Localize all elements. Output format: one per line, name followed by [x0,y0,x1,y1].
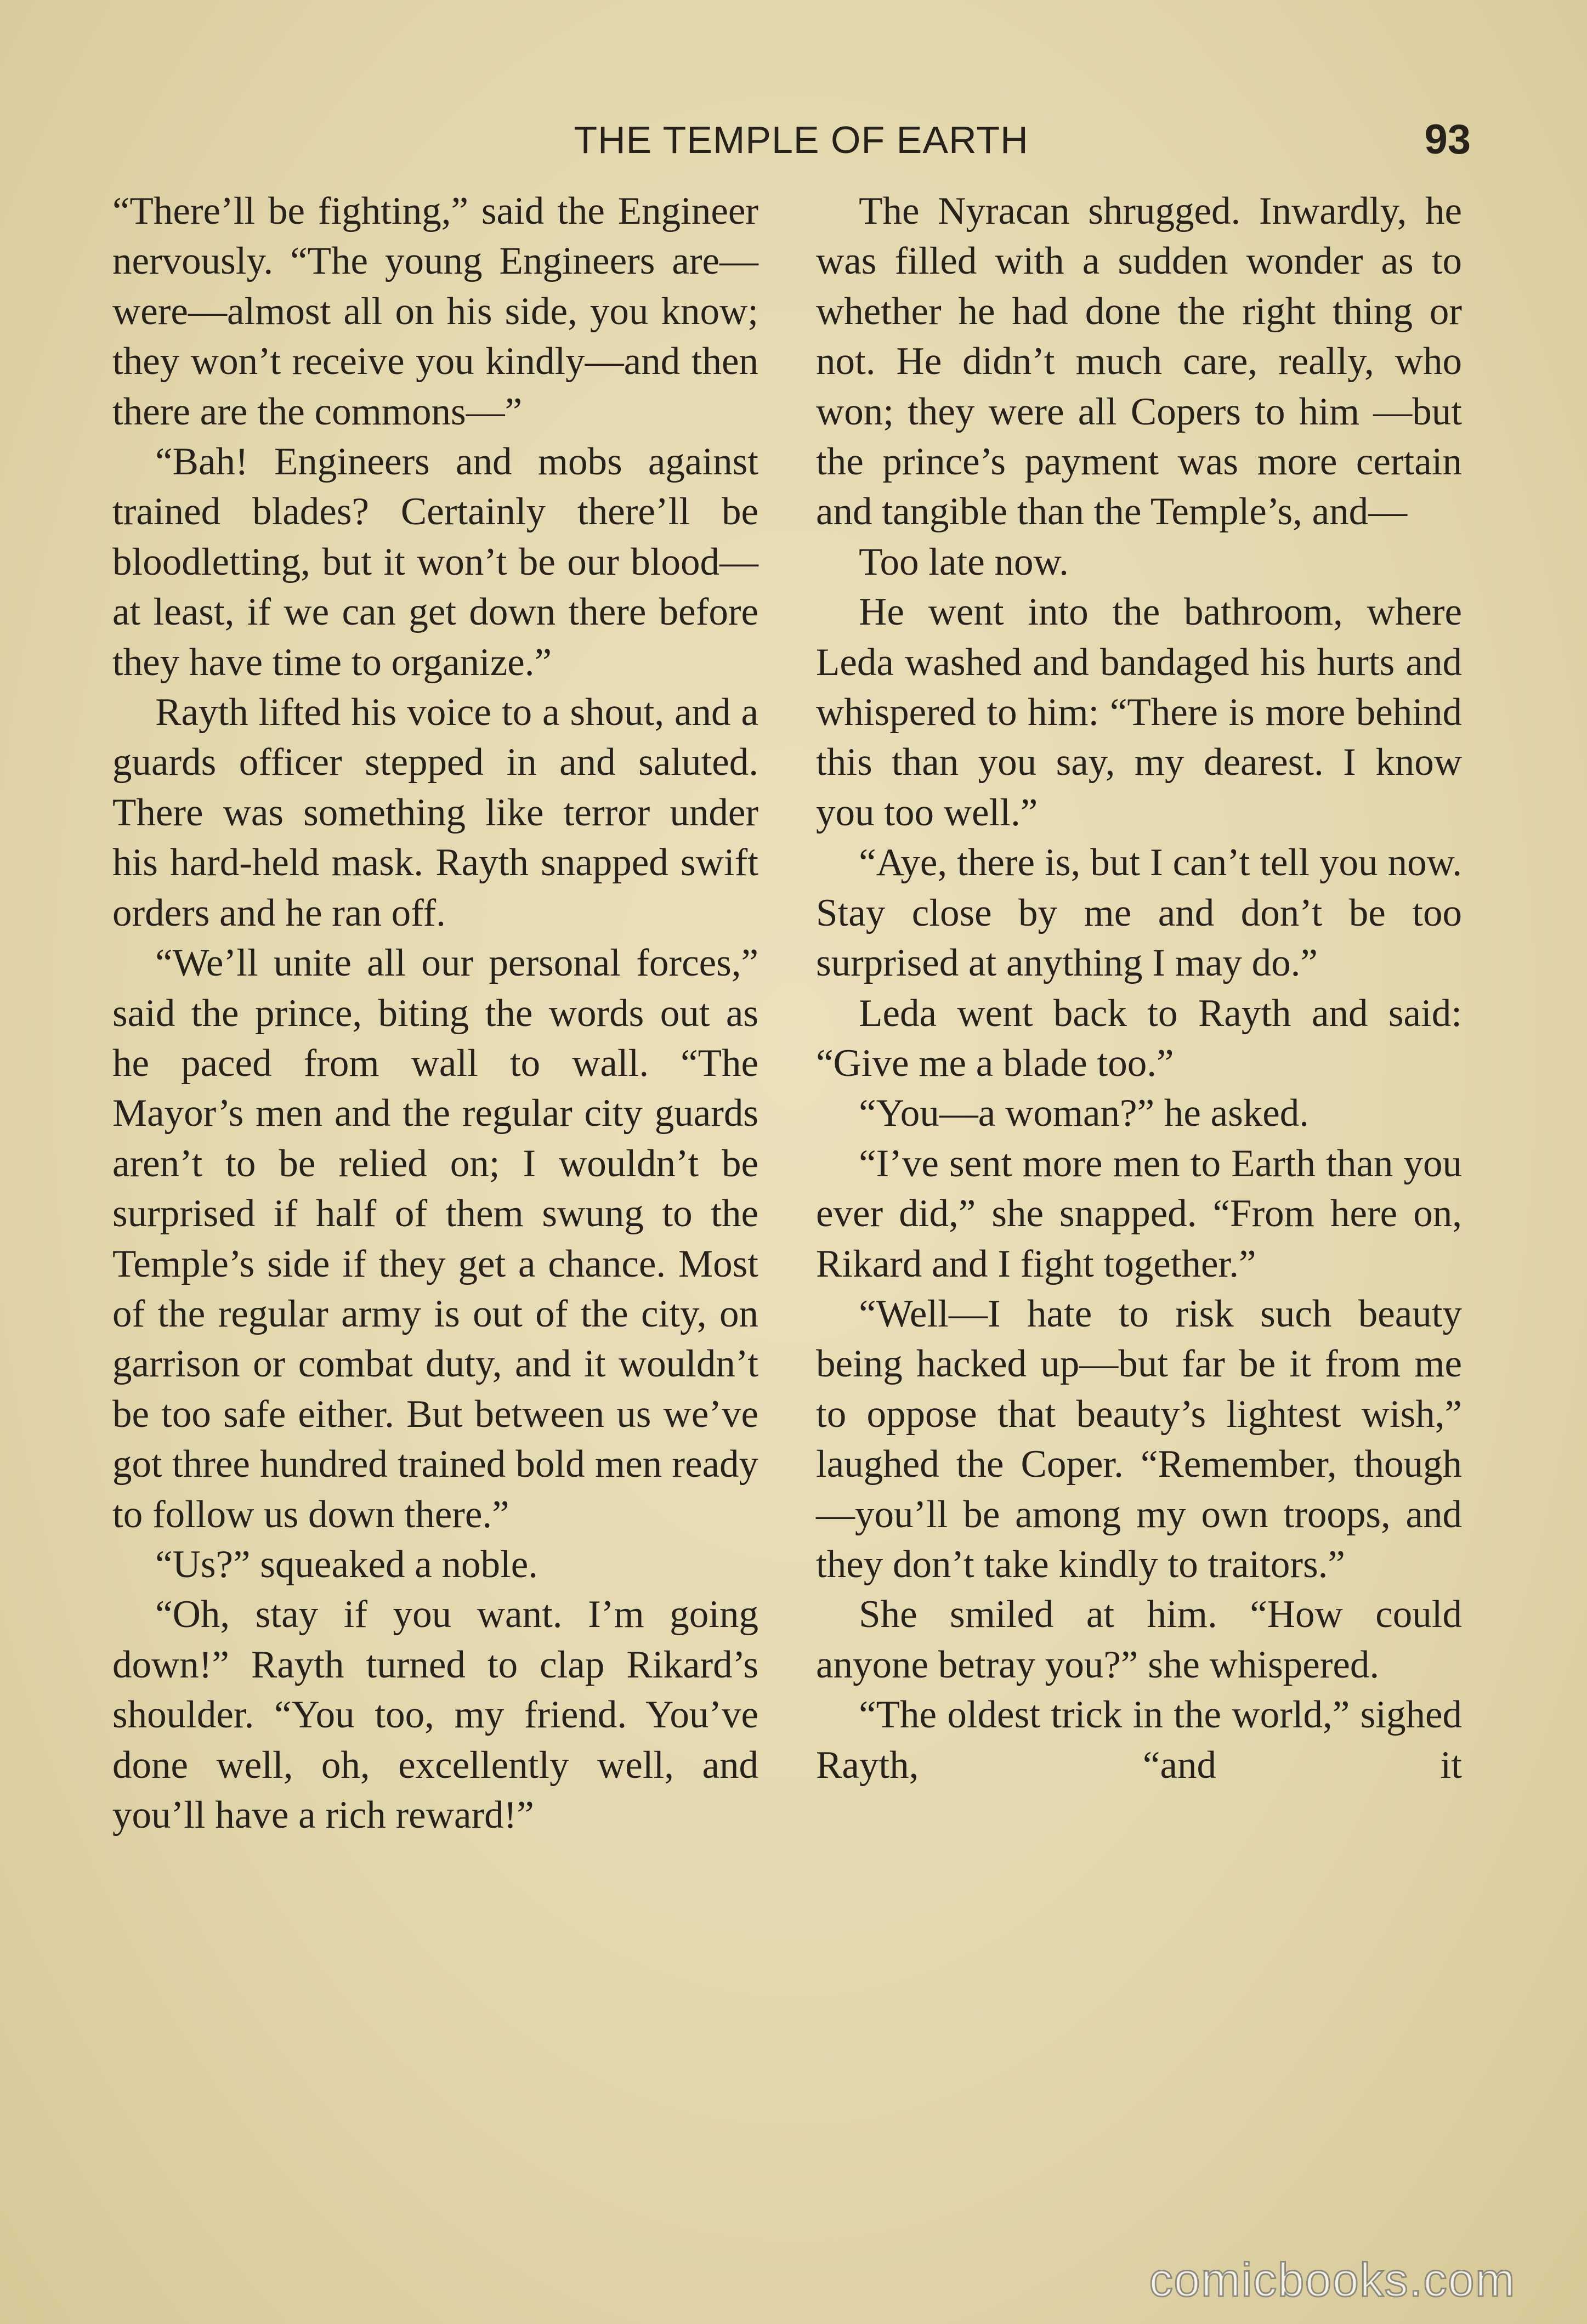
paragraph: “Oh, stay if you want. I’m going down!” Rayth turned to clap Rikard’s shoulder. “You too, my friend. You’ve done well, oh, excellently well, and you’ll have a rich reward!” [112,1593,758,1836]
left-text-column [112,186,758,1840]
paragraph: The Nyracan shrugged. Inwardly, he was filled with a sudden wonder as to whether he had done the right thing or not. He didn’t much care, really, who won; they were all Copers to him —but the prince’s payment was more certain and tangible than the Temple’s, and— [816,190,1462,534]
paragraph: Too late now. [859,540,1069,583]
running-title: THE TEMPLE OF EARTH [574,118,1029,161]
paragraph: “Bah! Engineers and mobs against trained blades? Certainly there’ll be bloodletting, but it won’t be our blood—at least, if we can get down there before they have time to organize.” [112,440,758,684]
paragraph: “Aye, there is, but I can’t tell you now. Stay close by me and don’t be too surprised at anything I may do.” [816,841,1462,985]
paragraph: “I’ve sent more men to Earth than you ever did,” she snapped. “From here on, Rikard and I fight together.” [816,1142,1462,1285]
paragraph: “Well—I hate to risk such beauty being hacked up—but far be it from me to oppose that beauty’s lightest wish,” laughed the Coper. “Remember, though—you’ll be among my own troops, and they don’t take kindly to traitors.” [816,1292,1462,1586]
page-number: 93 [1424,116,1471,163]
right-text-column [816,186,1462,1790]
paragraph: “There’ll be fighting,” said the Engineer nervously. “The young Engineers are—were—almost all on his side, you know; they won’t receive you kindly—and then there are the commons—” [112,190,758,433]
paragraph: Leda went back to Rayth and said: “Give me a blade too.” [816,991,1462,1085]
page-header [110,112,1471,173]
paragraph: Rayth lifted his voice to a shout, and a guards officer stepped in and saluted. There was something like terror under his hard-held mask. Rayth snapped swift orders and he ran off. [112,691,758,934]
paragraph: “The oldest trick in the world,” sighed Rayth, “and it [816,1693,1462,1787]
paragraph: She smiled at him. “How could anyone betray you?” she whispered. [816,1593,1462,1686]
site-watermark: comicbooks.com [1149,2254,1516,2306]
paragraph: “You—a woman?” he asked. [859,1092,1309,1135]
paragraph: “We’ll unite all our personal forces,” said the prince, biting the words out as he paced from wall to wall. “The Mayor’s men and the regular city guards aren’t to be relied on; I wouldn’t be surprised if half of them swung to the Temple’s side if they get a chance. Most of the regular army is out of the city, on garrison or combat duty, and it wouldn’t be too safe either. But between us we’ve got three hundred trained bold men ready to follow us down there.” [112,942,758,1536]
paragraph: “Us?” squeaked a noble. [155,1543,538,1586]
paragraph: He went into the bathroom, where Leda washed and bandaged his hurts and whispered to him: “There is more behind this than you say, my dearest. I know you too well.” [816,591,1462,834]
